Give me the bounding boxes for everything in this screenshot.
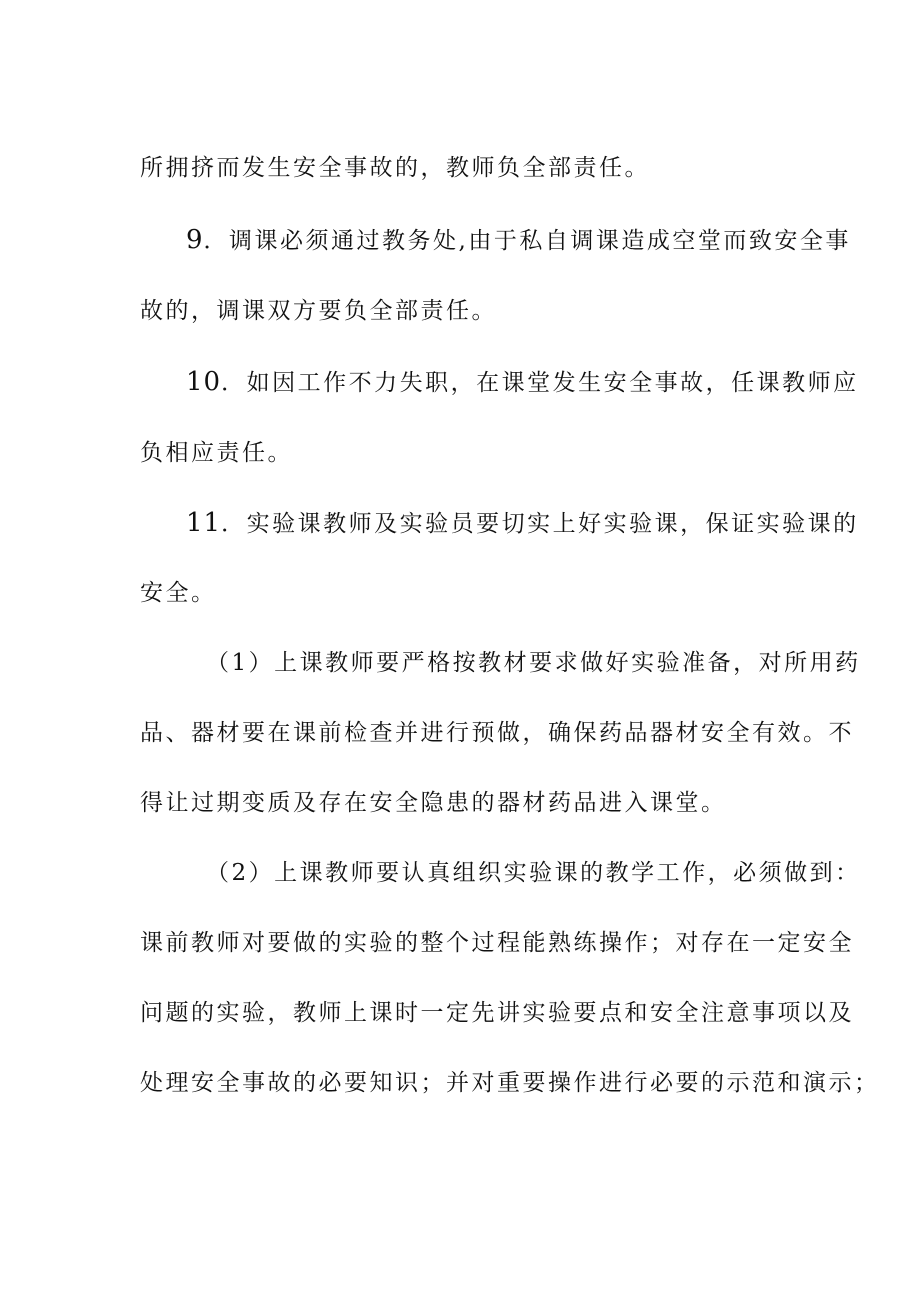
text-line: [140, 578, 800, 608]
line-text: ．实验课教师及实验员要切实上好实验课，保证实验课的: [221, 511, 859, 537]
item-number: 10: [186, 367, 222, 397]
line-text: 负相应责任。: [140, 440, 293, 466]
list-item-10: [186, 367, 859, 398]
list-item-9: [186, 225, 851, 256]
line-text: ．如因工作不力失职，在课堂发生安全事故，任课教师应: [221, 370, 859, 396]
item-number: 11: [186, 508, 222, 538]
line-text: 所拥挤而发生安全事故的，教师负全部责任。: [140, 155, 650, 181]
list-item-11: [186, 508, 859, 539]
line-text: 问题的实验，教师上课时一定先讲实验要点和安全注意事项以及: [140, 1000, 854, 1026]
line-text: 得让过期变质及存在安全隐患的器材药品进入课堂。: [140, 790, 727, 816]
text-line: [140, 153, 800, 183]
line-text: 故的，调课双方要负全部责任。: [140, 298, 497, 324]
text-line: [140, 788, 800, 818]
text-line: [140, 998, 854, 1028]
line-text: 品、器材要在课前检查并进行预做，确保药品器材安全有效。不: [140, 720, 854, 746]
sub-item-1: [206, 648, 866, 678]
line-text: 安全。: [140, 580, 217, 606]
line-text: （1）上课教师要严格按教材要求做好实验准备，对所用药: [206, 650, 861, 676]
text-line: [140, 296, 800, 326]
item-number: 9: [186, 225, 204, 255]
line-text: ．调课必须通过教务处,由于私自调课造成空堂而致安全事: [203, 228, 851, 254]
line-text: （2）上课教师要认真组织实验课的教学工作，必须做到：: [206, 860, 861, 886]
line-text: 处理安全事故的必要知识；并对重要操作进行必要的示范和演示；: [140, 1070, 880, 1096]
sub-item-2: [206, 858, 866, 888]
text-line: [140, 928, 854, 958]
text-line: [140, 438, 800, 468]
line-text: 课前教师对要做的实验的整个过程能熟练操作；对存在一定安全: [140, 930, 854, 956]
text-line: [140, 718, 854, 748]
text-line: [140, 1068, 880, 1098]
